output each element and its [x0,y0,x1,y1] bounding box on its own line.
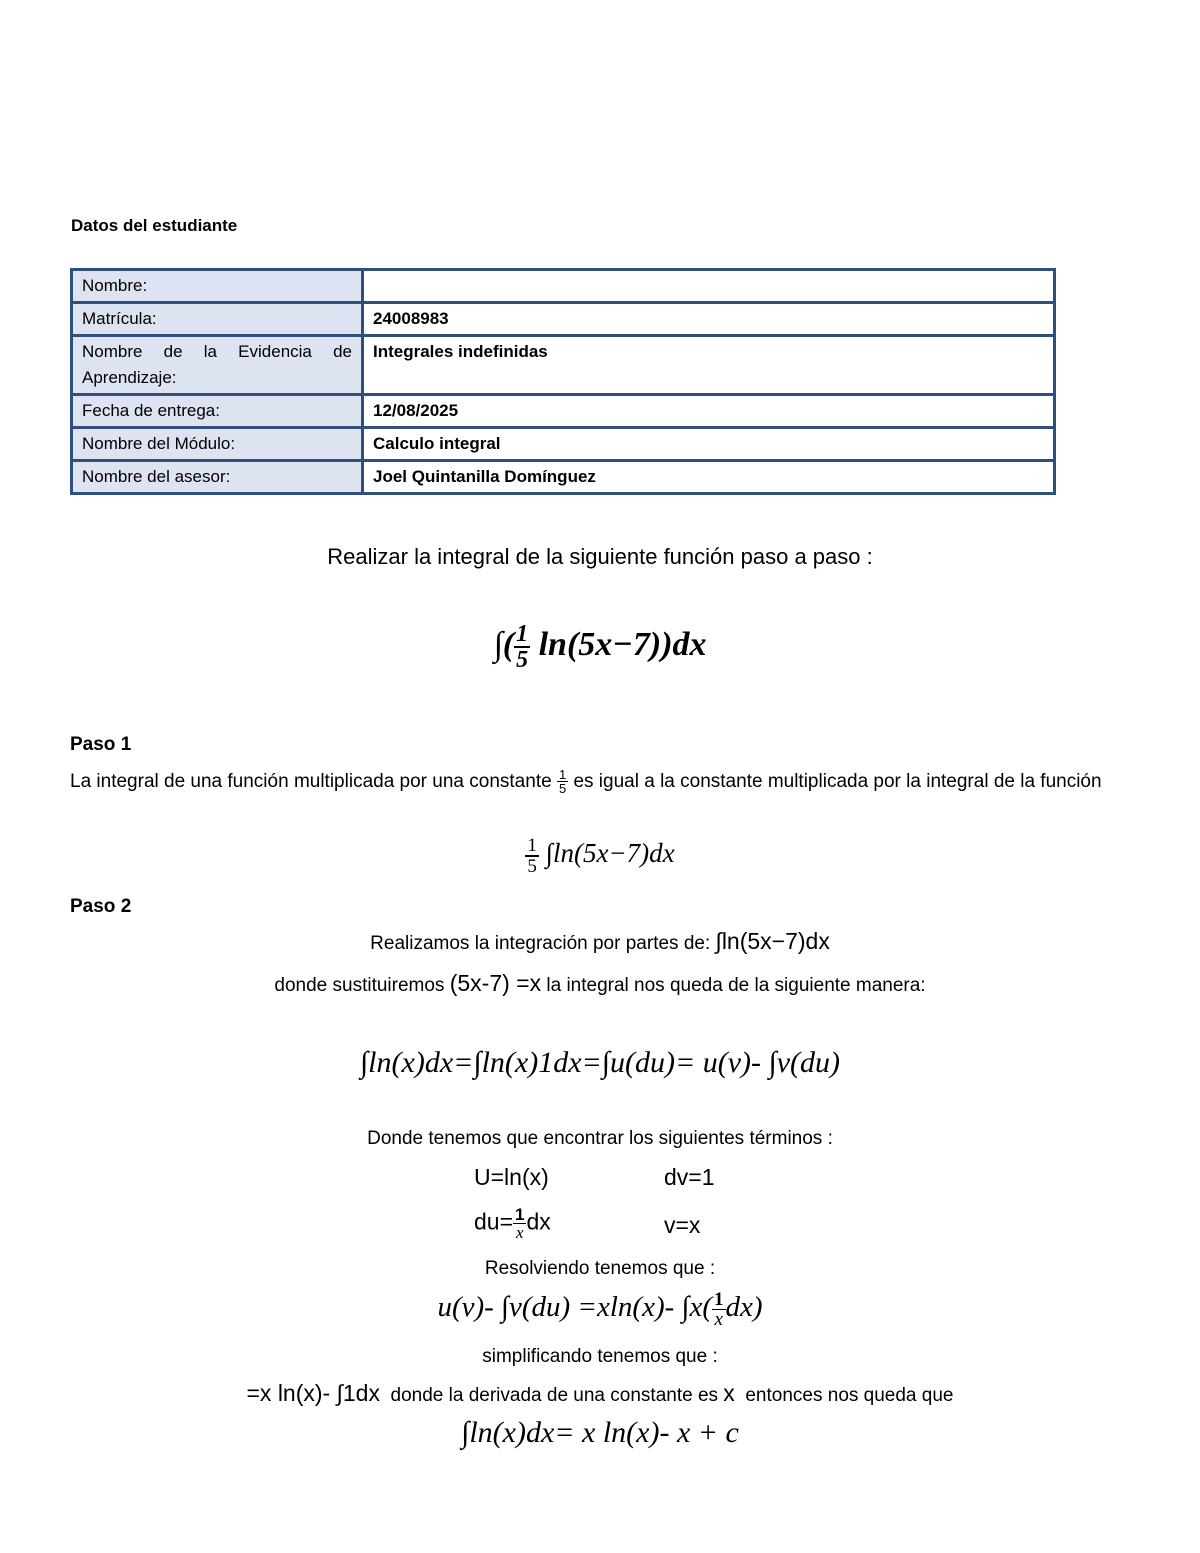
table-row [72,303,1055,336]
fraction-numerator: 1 [714,1289,724,1310]
step2-line2-text-a: donde sustituiremos [274,975,450,996]
derivative-text-b: entonces nos queda que [734,1385,954,1406]
fraction-denominator: 5 [527,856,537,877]
term-v: v=x [664,1212,701,1238]
step2-line2-text-b: la integral nos queda de la siguiente manera: [541,975,926,996]
fraction-denominator: 5 [558,781,567,797]
solve-fraction [712,1290,726,1329]
simplified-math: =x ln(x)- ∫1dx [246,1380,380,1406]
derivative-text-a: donde la derivada de una constante es [379,1385,724,1406]
step1-formula-fraction [525,836,539,876]
terms-intro: Donde tenemos que encontrar los siguientes términos : [367,1128,833,1149]
solve-formula-a: u(v)- ∫v(du) =xln(x)- ∫x( [437,1291,712,1324]
table-row [72,428,1055,461]
solve-formula-b: dx) [725,1291,763,1324]
solve-formula [0,1290,1200,1329]
section-label: Datos del estudiante [71,216,238,235]
table-row [72,395,1055,428]
row-label-asesor: Nombre del asesor: [72,461,363,494]
row-label-nombre: Nombre: [72,270,363,303]
step1-heading: Paso 1 [70,734,132,755]
row-value-fecha: 12/08/2025 [363,395,1055,428]
step1-text [70,764,1140,800]
fraction-numerator: 1 [558,767,567,783]
row-label-matricula: Matrícula: [72,303,363,336]
row-value-evidencia: Integrales indefinidas [363,336,1055,395]
step2-line1-math: ∫ln(5x−7)dx [715,928,830,954]
step1-formula-rest: ∫ln(5x−7)dx [538,838,675,869]
step1-inline-fraction [557,768,568,795]
row-label-fecha: Fecha de entrega: [72,395,363,428]
step2-line2 [0,970,1200,997]
row-label-evidencia: Nombre de la Evidencia de Aprendizaje: [72,336,363,395]
step1-text-before: La integral de una función multiplicada por una constante [70,771,557,792]
step2-line1 [0,928,1200,955]
final-formula: ∫ln(x)dx= x ln(x)- x + c [461,1416,739,1449]
row-value-nombre [363,270,1055,303]
parts-formula: ∫ln(x)dx=∫ln(x)1dx=∫u(du)= u(v)- ∫v(du) [359,1046,841,1079]
main-integral-prefix: ∫( [493,625,515,663]
main-integral-fraction [514,622,530,672]
step2-line1-text: Realizamos la integración por partes de: [370,933,716,954]
fraction-denominator: x [712,1309,726,1329]
step2-heading: Paso 2 [70,896,132,917]
term-du-a: du= [474,1208,514,1235]
term-du-b: dx [526,1208,551,1235]
step1-text-after: es igual a la constante multiplicada por la integral de la función [568,771,1102,792]
term-dv: dv=1 [664,1164,715,1190]
row-value-asesor: Joel Quintanilla Domínguez [363,461,1055,494]
fraction-denominator: x [513,1223,526,1241]
row-value-modulo: Calculo integral [363,428,1055,461]
table-row [72,461,1055,494]
table-row [72,270,1055,303]
term-du [474,1206,551,1241]
simplified-line [0,1380,1200,1407]
term-u: U=ln(x) [474,1164,549,1190]
simplify-label: simplificando tenemos que : [482,1346,718,1367]
step2-line2-math: (5x-7) =x [449,970,542,996]
solving-label: Resolviendo tenemos que : [484,1258,716,1279]
fraction-numerator: 1 [516,621,529,647]
row-value-matricula: 24008983 [363,303,1055,336]
table-row [72,336,1055,395]
derivative-math: x [723,1380,735,1406]
row-label-modulo: Nombre del Módulo: [72,428,363,461]
fraction-denominator: 5 [516,647,529,673]
term-du-fraction [513,1206,526,1241]
main-integral [0,622,1200,672]
page-title: Realizar la integral de la siguiente función paso a paso : [327,544,873,569]
student-info-table [70,268,1056,495]
fraction-numerator: 1 [527,835,537,856]
fraction-numerator: 1 [515,1205,525,1224]
step1-formula [0,836,1200,876]
main-integral-suffix: ln(5x−7))dx [530,625,707,663]
